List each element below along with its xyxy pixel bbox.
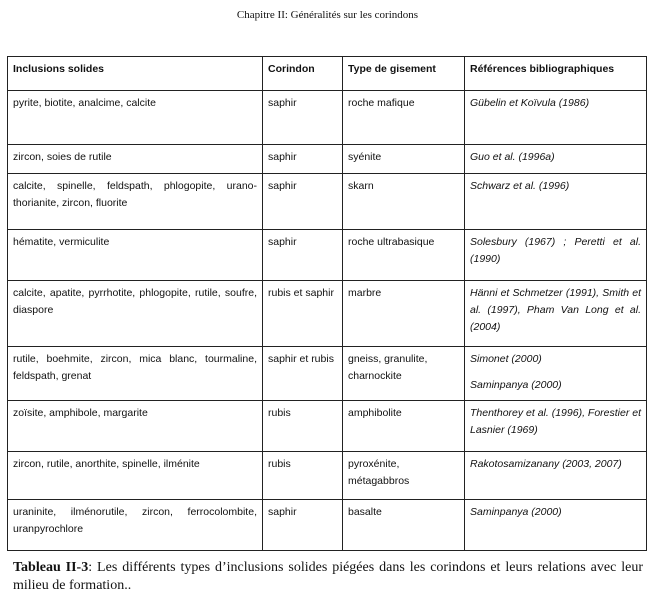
table-row — [8, 500, 647, 551]
cell-references — [465, 145, 647, 174]
cell-references — [465, 452, 647, 500]
cell-inclusions: uraninite, ilménorutile, zircon, ferrocolombite, uranpyrochlore — [8, 500, 263, 551]
cell-gisement: roche mafique — [343, 91, 465, 145]
cell-corindon: rubis et saphir — [263, 281, 343, 347]
column-header-references: Références bibliographiques — [465, 57, 647, 91]
column-header-corindon: Corindon — [263, 57, 343, 91]
caption-label: Tableau II-3 — [13, 560, 89, 575]
cell-corindon: saphir — [263, 230, 343, 281]
inclusions-table — [7, 56, 647, 551]
cell-inclusions: zircon, soies de rutile — [8, 145, 263, 174]
cell-corindon: saphir — [263, 174, 343, 230]
cell-gisement: gneiss, granulite, charnockite — [343, 347, 465, 401]
table-header-row — [8, 57, 647, 91]
table-row — [8, 347, 647, 401]
column-header-gisement: Type de gisement — [343, 57, 465, 91]
cell-corindon: saphir et rubis — [263, 347, 343, 401]
table-row — [8, 281, 647, 347]
caption-text: : Les différents types d’inclusions solides piégées dans les corindons et leurs relations avec leur milieu de formation.. — [13, 560, 644, 593]
table-row — [8, 230, 647, 281]
cell-references — [465, 281, 647, 347]
cell-inclusions: hématite, vermiculite — [8, 230, 263, 281]
cell-references — [465, 230, 647, 281]
cell-references — [465, 500, 647, 551]
table-row — [8, 401, 647, 452]
cell-gisement: basalte — [343, 500, 465, 551]
reference-text: Gübelin et Koïvula (1986) — [470, 97, 590, 109]
column-header-inclusions: Inclusions solides — [8, 57, 263, 91]
reference-text: Hänni et Schmetzer (1991), Smith et al. (1997), Pham Van Long et al. (2004) — [470, 287, 641, 333]
cell-gisement: amphibolite — [343, 401, 465, 452]
cell-references — [465, 401, 647, 452]
cell-corindon: saphir — [263, 91, 343, 145]
cell-references — [465, 347, 647, 401]
cell-corindon: saphir — [263, 500, 343, 551]
cell-inclusions: zircon, rutile, anorthite, spinelle, ilménite — [8, 452, 263, 500]
chapter-header: Chapitre II: Généralités sur les corindons — [236, 9, 419, 21]
cell-inclusions: rutile, boehmite, zircon, mica blanc, tourmaline, feldspath, grenat — [8, 347, 263, 401]
cell-gisement: skarn — [343, 174, 465, 230]
reference-text: Saminpanya (2000) — [470, 506, 562, 518]
cell-corindon: rubis — [263, 401, 343, 452]
cell-inclusions: zoïsite, amphibole, margarite — [8, 401, 263, 452]
table-row — [8, 91, 647, 145]
table-row — [8, 145, 647, 174]
cell-references — [465, 174, 647, 230]
table-caption — [13, 559, 643, 595]
reference-text: Rakotosamizanany (2003, 2007) — [470, 458, 622, 470]
cell-corindon: rubis — [263, 452, 343, 500]
cell-gisement: roche ultrabasique — [343, 230, 465, 281]
reference-text: Simonet (2000) — [470, 353, 542, 365]
reference-text: Thenthorey et al. (1996), Forestier et Lasnier (1969) — [470, 407, 641, 436]
reference-text: Schwarz et al. (1996) — [470, 180, 570, 192]
cell-inclusions: pyrite, biotite, analcime, calcite — [8, 91, 263, 145]
reference-text: Saminpanya (2000) — [470, 379, 562, 391]
cell-gisement: syénite — [343, 145, 465, 174]
cell-references — [465, 91, 647, 145]
reference-text: Guo et al. (1996a) — [470, 151, 555, 163]
cell-corindon: saphir — [263, 145, 343, 174]
table-row — [8, 174, 647, 230]
cell-inclusions: calcite, spinelle, feldspath, phlogopite, urano-thorianite, zircon, fluorite — [8, 174, 263, 230]
table-body — [8, 91, 647, 551]
cell-inclusions: calcite, apatite, pyrrhotite, phlogopite, rutile, soufre, diaspore — [8, 281, 263, 347]
reference-text: Solesbury (1967) ; Peretti et al. (1990) — [470, 236, 641, 265]
cell-gisement: pyroxénite, métagabbros — [343, 452, 465, 500]
table-row — [8, 452, 647, 500]
cell-gisement: marbre — [343, 281, 465, 347]
